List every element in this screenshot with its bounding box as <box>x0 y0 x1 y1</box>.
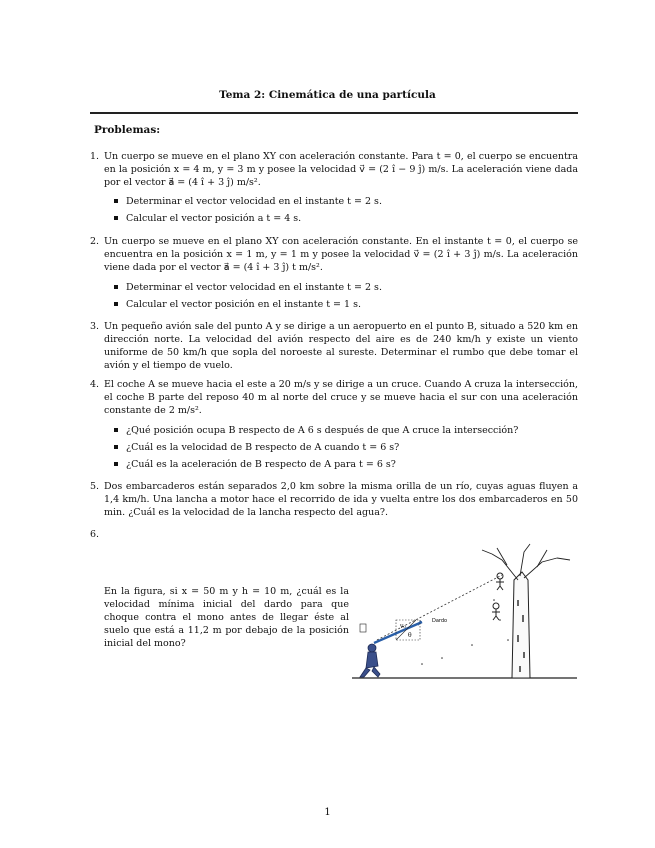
problem-4 <box>90 378 578 417</box>
page-number: 1 <box>324 807 331 818</box>
problem-number: 5. <box>90 481 100 492</box>
problem-text: Dos embarcaderos están separados 2,0 km sobre la misma orilla de un río, cuyas aguas fluyen a 1,4 km/h. Una lancha a motor hace el recorrido de ida y vuelta entre los dos embarcaderos en 50 min. ¿Cuál es la velocidad de la lancha respecto del agua?. <box>104 481 578 518</box>
problem-text: El coche A se mueve hacia el este a 20 m/s y se dirige a un cruce. Cuando A cruza la intersección, el coche B parte del reposo 40 m al norte del cruce y se mueve hacia el sur con una aceleración constante de 2 m/s². <box>104 379 578 416</box>
theta-label: θ <box>408 632 412 639</box>
problem-5 <box>90 480 578 519</box>
problem-6-text: En la figura, si x = 50 m y h = 10 m, ¿cuál es la velocidad mínima inicial del dardo para que choque contra el mono antes de llegar éste al suelo que está a 11,2 m por debajo de la posición inicial del mono? <box>104 586 349 649</box>
problem-text: Un cuerpo se mueve en el plano XY con aceleración constante. En el instante t = 0, el cuerpo se encuentra en la posición x = 1 m, y = 1 m y posee la velocidad v⃗ = (2 î + 3 ĵ) m/s. La aceleración viene dada por el vector a⃗ = (4 î + 3 ĵ) t m/s². <box>104 236 578 273</box>
page-title: Tema 2: Cinemática de una partícula <box>219 89 436 101</box>
title-rule <box>90 112 578 114</box>
v0-vector <box>396 620 416 640</box>
hunter-marker <box>360 624 366 632</box>
hunter-icon <box>360 644 380 677</box>
monkey-dart-figure <box>352 540 582 682</box>
problem-1 <box>90 150 578 189</box>
problem-number: 2. <box>90 236 100 247</box>
bullet-item: Determinar el vector velocidad en el instante t = 2 s. <box>112 195 572 208</box>
problem-number: 1. <box>90 151 100 162</box>
sight-line <box>377 575 502 640</box>
dardo-label: Dardo <box>432 618 448 624</box>
problem-number: 6. <box>90 529 100 540</box>
problem-number: 3. <box>90 321 100 332</box>
problem-text: Un cuerpo se mueve en el plano XY con aceleración constante. Para t = 0, el cuerpo se encuentra en la posición x = 4 m, y = 3 m y posee la velocidad v⃗ = (2 î − 9 ĵ) m/s. La aceleración viene dada por el vector a⃗ = (4 î + 3 ĵ) m/s². <box>104 151 578 188</box>
bullet-item: Calcular el vector posición en el instante t = 1 s. <box>112 298 572 311</box>
problem-number: 4. <box>90 379 100 390</box>
problem-2-bullets <box>112 281 572 315</box>
bullet-item: Determinar el vector velocidad en el instante t = 2 s. <box>112 281 572 294</box>
monkey-icon <box>496 573 504 590</box>
tree-branches <box>482 544 570 580</box>
bullet-item: ¿Cuál es la velocidad de B respecto de A cuando t = 6 s? <box>112 441 572 454</box>
v0-label: v₀ <box>400 623 406 630</box>
falling-monkey-icon <box>492 603 500 620</box>
problem-text: Un pequeño avión sale del punto A y se dirige a un aeropuerto en el punto B, situado a 520 km en dirección norte. La velocidad del avión respecto del aire es de 240 km/h y existe un viento uniforme de 50 km/h que sopla del noroeste al sureste. Determinar el rumbo que debe tomar el avión y el tiempo de vuelo. <box>104 321 578 371</box>
section-heading: Problemas: <box>94 124 161 136</box>
bullet-item: ¿Cuál es la aceleración de B respecto de A para t = 6 s? <box>112 458 572 471</box>
problem-3 <box>90 320 578 372</box>
problem-4-bullets <box>112 424 572 475</box>
bullet-item: Calcular el vector posición a t = 4 s. <box>112 212 572 225</box>
bullet-item: ¿Qué posición ocupa B respecto de A 6 s después de que A cruce la intersección? <box>112 424 572 437</box>
problem-1-bullets <box>112 195 572 229</box>
problem-2 <box>90 235 578 274</box>
tree-trunk <box>512 572 530 678</box>
